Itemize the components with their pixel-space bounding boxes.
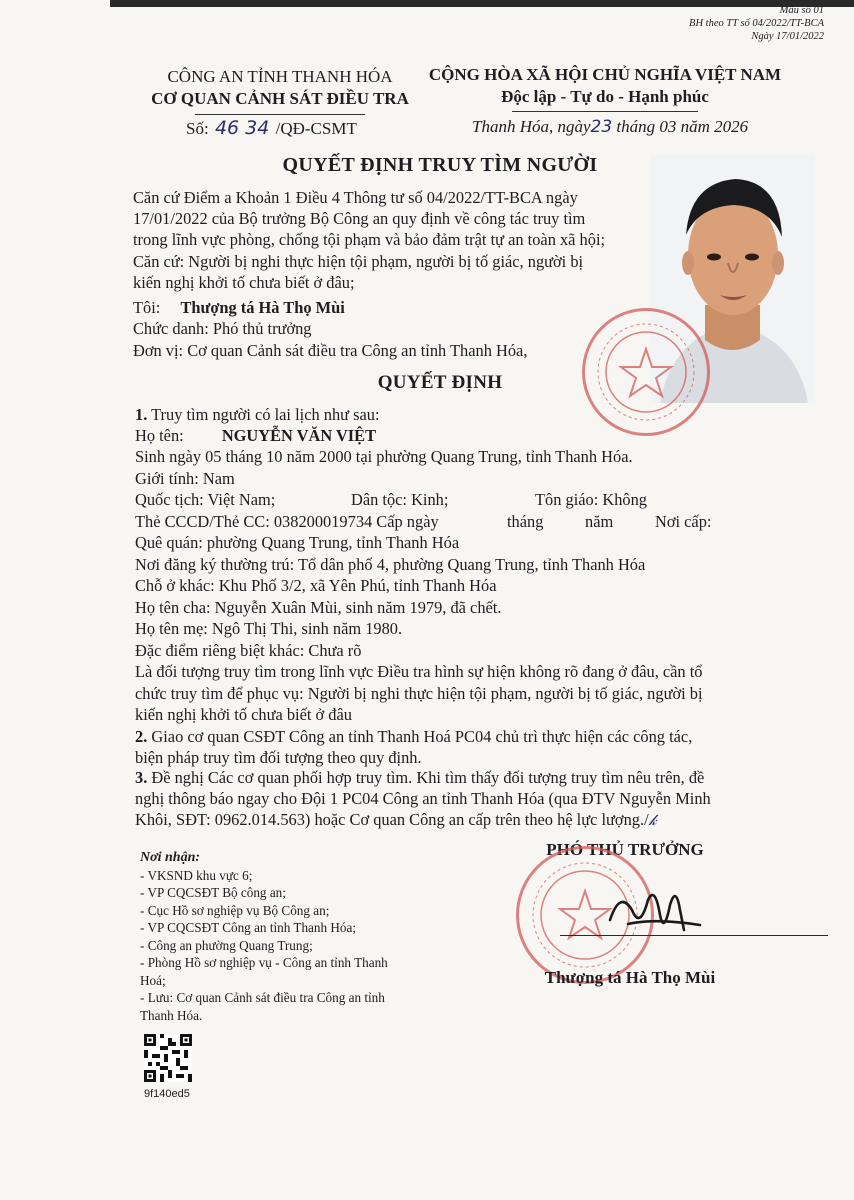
subject-id-card: Thẻ CCCD/Thẻ CC: 038200019734 Cấp ngày <box>135 512 439 531</box>
reason-line: kiến nghị khởi tố chưa biết ở đâu <box>135 705 352 724</box>
nation-name: CỘNG HÒA XÃ HỘI CHỦ NGHĨA VIỆT NAM <box>428 65 782 84</box>
subject-religion: Tôn giáo: Không <box>535 490 647 509</box>
section-1-intro-text: Truy tìm người có lai lịch như sau: <box>151 405 380 424</box>
document-number <box>186 117 357 139</box>
national-motto: Độc lập - Tự do - Hạnh phúc <box>501 87 709 106</box>
section-1 <box>135 405 835 725</box>
document-title: QUYẾT ĐỊNH TRUY TÌM NGƯỜI <box>282 154 598 176</box>
preamble-line: Căn cứ: Người bị nghi thực hiện tội phạm, người bị tố giác, người bị <box>133 252 584 271</box>
recipients-heading: Nơi nhận: <box>140 850 201 865</box>
section-3-line-1 <box>135 768 704 788</box>
subject-other-address: Chỗ ở khác: Khu Phố 3/2, xã Yên Phú, tỉnh Thanh Hóa <box>135 576 497 595</box>
subject-gender: Giới tính: Nam <box>135 469 235 488</box>
subject-name-row <box>135 426 376 446</box>
reason-line: chức truy tìm để phục vụ: Người bị nghi thực hiện tội phạm, người bị tố giác, người bị <box>135 684 703 703</box>
initials-mark: 𝓀 <box>648 811 657 829</box>
subject-birth: Sinh ngày 05 tháng 10 năm 2000 tại phường Quang Trung, tỉnh Thanh Hóa. <box>135 447 633 466</box>
signature-icon <box>600 880 710 950</box>
section-3-text-3: Khôi, SĐT: 0962.014.563) hoặc Cơ quan Công an cấp trên theo hệ lực lượng./ <box>135 810 649 829</box>
section-2-text: Giao cơ quan CSĐT Công an tỉnh Thanh Hoá PC04 chủ trì thực hiện các công tác, <box>151 727 693 746</box>
recipient-item: - VKSND khu vực 6; <box>140 867 253 883</box>
date-suffix: tháng 03 năm 2026 <box>616 117 749 136</box>
id-card-year: năm <box>585 512 614 531</box>
agency-parent: CÔNG AN TỈNH THANH HÓA <box>167 67 393 86</box>
date-day: 23 <box>590 117 613 137</box>
number-suffix: /QĐ-CSMT <box>275 119 357 138</box>
agency-name: CƠ QUAN CẢNH SÁT ĐIỀU TRA <box>151 89 409 108</box>
form-reference <box>604 4 824 43</box>
id-card-place: Nơi cấp: <box>655 512 712 531</box>
preamble-line: 17/01/2022 của Bộ trưởng Bộ Công an quy định về công tác truy tìm <box>133 209 586 228</box>
signature <box>600 880 710 950</box>
signature-underline <box>560 935 828 936</box>
motto-underline <box>512 111 698 112</box>
recipient-item: Thanh Hóa. <box>140 1007 203 1023</box>
recipient-item: Hoá; <box>140 972 166 988</box>
subject-nationality: Quốc tịch: Việt Nam; <box>135 490 276 509</box>
recipient-item: - VP CQCSĐT Bộ công an; <box>140 885 286 900</box>
section-3-text: Đề nghị Các cơ quan phối hợp truy tìm. Khi tìm thấy đối tượng truy tìm nêu trên, đề <box>151 768 705 787</box>
issue-date <box>472 117 748 137</box>
section-2 <box>135 727 835 771</box>
issuer-line <box>133 298 345 318</box>
subject-name-label: Họ tên: <box>135 426 184 445</box>
issuer-name: Thượng tá Hà Thọ Mùi <box>180 298 345 317</box>
subject-permanent-address: Nơi đăng ký thường trú: Tổ dân phố 4, phường Quang Trung, tỉnh Thanh Hóa <box>135 555 646 574</box>
nation-header <box>420 64 790 112</box>
number-handwritten: 46 34 <box>214 117 270 139</box>
issuer-title: Chức danh: Phó thủ trưởng <box>133 319 312 338</box>
number-prefix: Số: <box>186 119 209 138</box>
subject-father: Họ tên cha: Nguyễn Xuân Mùi, sinh năm 1979, đã chết. <box>135 598 502 617</box>
qr-code <box>144 1034 192 1082</box>
preamble-line: Căn cứ Điểm a Khoản 1 Điều 4 Thông tư số 04/2022/TT-BCA ngày <box>133 188 578 207</box>
form-basis: BH theo TT số 04/2022/TT-BCA <box>689 18 824 29</box>
form-date: Ngày 17/01/2022 <box>751 31 824 42</box>
qr-code-icon <box>144 1034 192 1082</box>
preamble-line: kiến nghị khởi tố chưa biết ở đâu; <box>133 273 355 292</box>
subject-name: NGUYỄN VĂN VIỆT <box>221 426 377 445</box>
preamble-line: trong lĩnh vực phòng, chống tội phạm và bảo đảm trật tự an toàn xã hội; <box>133 230 606 249</box>
id-card-month: tháng <box>507 512 544 531</box>
section-2-line-2: biện pháp truy tìm đối tượng theo quy định. <box>135 748 422 767</box>
signature-position: PHÓ THỦ TRƯỞNG <box>546 840 704 859</box>
signer-name: Thượng tá Hà Thọ Mùi <box>544 968 716 987</box>
section-3-line-2: nghị thông báo ngay cho Đội 1 PC04 Công an tỉnh Thanh Hóa (qua ĐTV Nguyễn Minh <box>135 789 711 808</box>
preamble <box>133 188 653 378</box>
agency-underline <box>195 114 365 115</box>
subject-hometown: Quê quán: phường Quang Trung, tỉnh Thanh Hóa <box>135 533 460 552</box>
recipient-item: - Công an phường Quang Trung; <box>140 937 313 953</box>
recipient-item: - Phòng Hồ sơ nghiệp vụ - Công an tỉnh Thanh <box>140 955 388 970</box>
agency-header <box>130 66 430 115</box>
section-1-number: 1. <box>135 405 148 424</box>
section-3-number: 3. <box>135 768 148 787</box>
issuer-unit: Đơn vị: Cơ quan Cảnh sát điều tra Công an tỉnh Thanh Hóa, <box>133 341 528 360</box>
qr-code-text: 9f140ed5 <box>144 1088 190 1100</box>
section-2-number: 2. <box>135 727 148 746</box>
recipient-item: - Cục Hồ sơ nghiệp vụ Bộ Công an; <box>140 902 330 918</box>
section-3-line-3 <box>135 810 657 830</box>
form-number: Mẫu số 01 <box>779 5 824 16</box>
subject-features: Đặc điểm riêng biệt khác: Chưa rõ <box>135 641 362 660</box>
recipients <box>140 849 440 1024</box>
section-1-intro <box>135 405 380 425</box>
issuer-label: Tôi: <box>133 298 161 317</box>
reason-line: Là đối tượng truy tìm trong lĩnh vực Điều tra hình sự hiện không rõ đang ở đâu, cần tổ <box>135 662 703 681</box>
subject-mother: Họ tên mẹ: Ngô Thị Thi, sinh năm 1980. <box>135 619 403 638</box>
section-2-line-1 <box>135 727 692 747</box>
recipient-item: - VP CQCSĐT Công an tỉnh Thanh Hóa; <box>140 920 357 935</box>
date-prefix: Thanh Hóa, ngày <box>472 117 591 136</box>
recipient-item: - Lưu: Cơ quan Cảnh sát điều tra Công an tỉnh <box>140 990 385 1005</box>
decision-heading: QUYẾT ĐỊNH <box>377 372 503 393</box>
subject-ethnicity: Dân tộc: Kinh; <box>351 490 449 509</box>
section-3 <box>135 768 835 838</box>
